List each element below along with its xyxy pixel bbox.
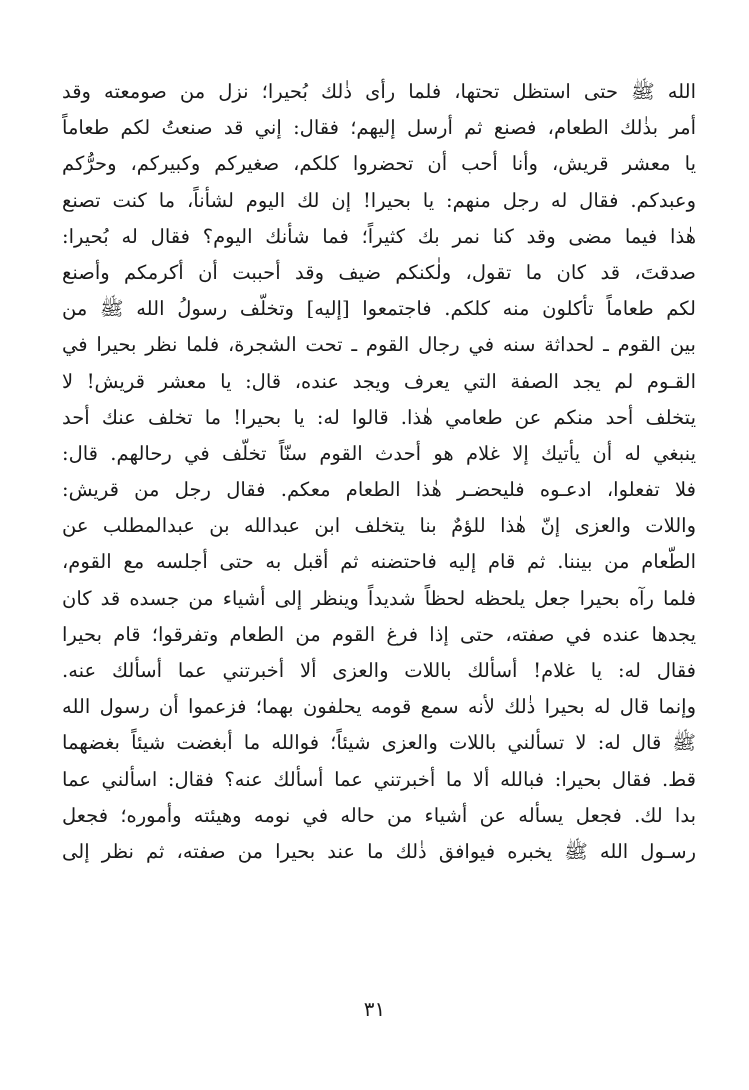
text-line: لكم طعاماً تأكلون منه كلكم. فاجتمعوا [إليه] وتخلّف رسولُ الله ﷺ من <box>62 297 696 321</box>
text-line: فلا تفعلوا، ادعـوه فليحضـر هٰذا الطعام معكم. فقال رجل من قريش: <box>62 478 696 502</box>
text-line: بدا لك. فجعل يسأله عن أشياء من حاله في نومه وهيئته وأموره؛ فجعل <box>62 803 696 827</box>
text-line: وإنما قال له بحيرا ذٰلك لأنه سمع قومه يحلفون بهما؛ فزعموا أن رسول الله <box>62 695 696 719</box>
text-line: ينبغي له أن يأتيك إلا غلام هو أحدث القوم سنّاً تخلّف في رحالهم. قال: <box>62 441 696 465</box>
text-line: وعبدكم. فقال له رجل منهم: يا بحيرا! إن لك اليوم لشأناً، ما كنت تصنع <box>62 188 696 212</box>
page-number: ٣١ <box>363 997 386 1021</box>
body-text <box>62 74 696 870</box>
text-line: الله ﷺ حتى استظل تحتها، فلما رأى ذٰلك بُحيرا؛ نزل من صومعته وقد <box>62 80 696 103</box>
text-line: فلما رآه بحيرا جعل يلحظه لحظاً شديداً وينظر إلى أشياء من جسده قد كان <box>62 586 696 610</box>
text-line: القـوم لم يجد الصفة التي يعرف ويجد عنده، قال: يا معشر قريش! لا <box>62 369 696 393</box>
text-line: يا معشر قريش، وأنا أحب أن تحضروا كلكم، صغيركم وكبيركم، وحرُّكم <box>62 152 696 176</box>
text-line: قط. فقال بحيرا: فبالله ألا ما أخبرتني عما أسألك عنه؟ فقال: اسألني عما <box>62 767 696 791</box>
text-line: أمر بذٰلك الطعام، فصنع ثم أرسل إليهم؛ فقال: إني قد صنعتُ لكم طعاماً <box>62 116 696 140</box>
text-line: بين القوم ـ لحداثة سنه في رجال القوم ـ تحت الشجرة، فلما نظر بحيرا في <box>62 333 696 357</box>
text-line: صدقتَ، قد كان ما تقول، ولٰكنكم ضيف وقد أحببت أن أكرمكم وأصنع <box>62 260 696 284</box>
text-line: الطّعام من بيننا. ثم قام إليه فاحتضنه ثم أقبل به حتى أجلسه مع القوم، <box>62 550 696 574</box>
text-line: يتخلف أحد منكم عن طعامي هٰذا. قالوا له: يا بحيرا! ما تخلف عنك أحد <box>62 405 696 429</box>
text-line: فقال له: يا غلام! أسألك باللات والعزى ألا أخبرتني عما أسألك عنه. <box>62 659 696 682</box>
text-line: رسـول الله ﷺ يخبره فيوافق ذٰلك ما عند بحيرا من صفته، ثم نظر إلى <box>62 839 696 863</box>
text-line: واللات والعزى إنّ هٰذا للؤمٌ بنا يتخلف ابن عبدالله بن عبدالمطلب عن <box>62 514 696 538</box>
text-line: يجدها عنده في صفته، حتى إذا فرغ القوم من الطعام وتفرقوا؛ قام بحيرا <box>62 622 696 646</box>
text-line: هٰذا فيما مضى وقد كنا نمر بك كثيراً؛ فما شأنك اليوم؟ فقال له بُحيرا: <box>62 224 696 248</box>
text-line: ﷺ قال له: لا تسألني باللات والعزى شيئاً؛ فوالله ما أبغضت شيئاً بغضهما <box>62 731 696 755</box>
